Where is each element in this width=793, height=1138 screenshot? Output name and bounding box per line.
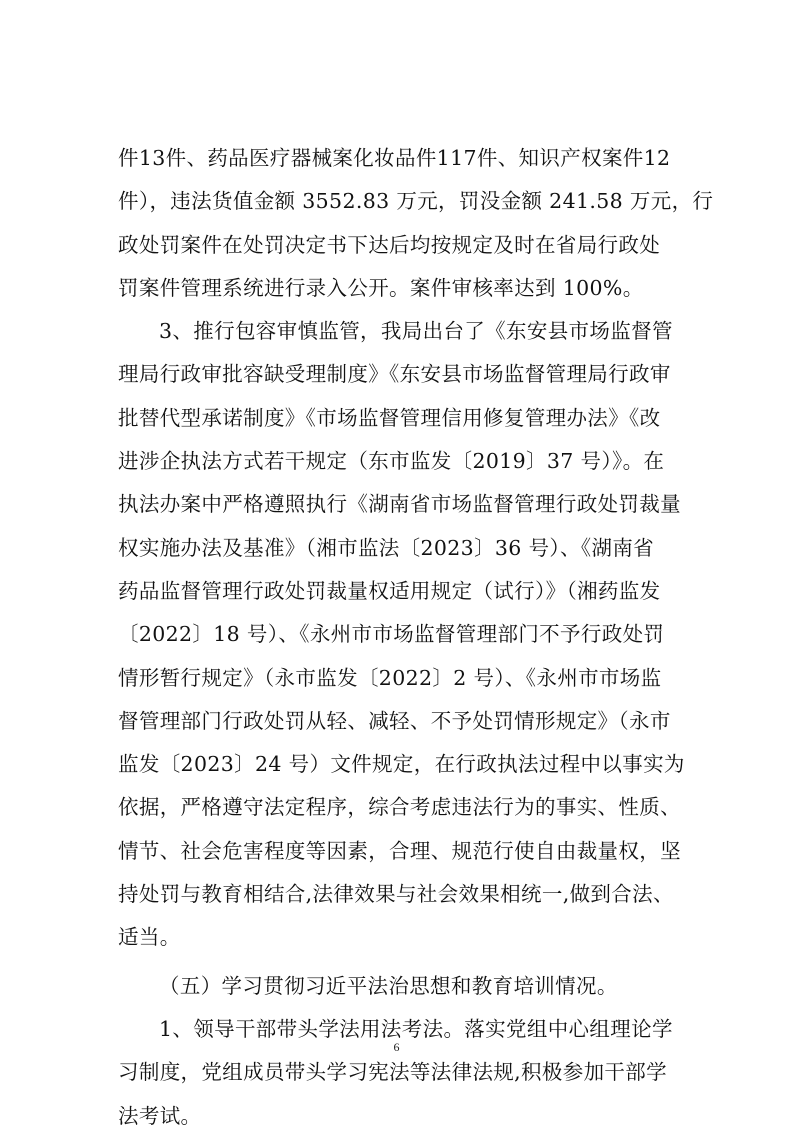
text-line: 罚案件管理系统进行录入公开。案件审核率达到 100%。 bbox=[118, 275, 644, 300]
text-line: 习制度，党组成员带头学习宪法等法律法规,积极参加干部学 bbox=[118, 1060, 667, 1085]
text-line: 进涉企执法方式若干规定（东市监发〔2019〕37 号）》。在 bbox=[118, 449, 665, 474]
body-text bbox=[118, 137, 714, 1138]
text-line: 政处罚案件在处罚决定书下达后均按规定及时在省局行政处 bbox=[118, 232, 661, 257]
text-line: 件），违法货值金额 3552.83 万元，罚没金额 241.58 万元，行 bbox=[118, 189, 714, 214]
text-line: 权实施办法及基准》（湘市监法〔2023〕36 号）、《湖南省 bbox=[118, 535, 655, 560]
text-line: 〔2022〕18 号）、《永州市市场监督管理部门不予行政处罚 bbox=[118, 622, 665, 647]
text-line: 依据，严格遵守法定程序，综合考虑违法行为的事实、性质、 bbox=[118, 795, 681, 820]
text-line: 件13件、药品医疗器械案化妆品件117件、知识产权案件12 bbox=[118, 146, 671, 170]
text-line: 持处罚与教育相结合,法律效果与社会效果相统一,做到合法、 bbox=[118, 882, 674, 907]
text-line: 监发〔2023〕24 号）文件规定，在行政执法过程中以事实为 bbox=[118, 752, 685, 777]
text-line: 理局行政审批容缺受理制度》《东安县市场监督管理局行政审 bbox=[118, 362, 671, 387]
text-line: 情形暂行规定》（永市监发〔2022〕2 号）、《永州市市场监 bbox=[118, 665, 662, 690]
text-line: 药品监督管理行政处罚裁量权适用规定（试行）》（湘药监发 bbox=[118, 578, 661, 603]
paragraph-start-line: 1、领导干部带头学法用法考法。落实党组中心组理论学 bbox=[159, 1016, 673, 1041]
section-heading: （五）学习贯彻习近平法治思想和教育培训情况。 bbox=[159, 973, 618, 998]
text-line: 批替代型承诺制度》《市场监督管理信用修复管理办法》《改 bbox=[118, 405, 661, 430]
text-line: 法考试。 bbox=[118, 1103, 202, 1128]
text-line: 督管理部门行政处罚从轻、减轻、不予处罚情形规定》（永市 bbox=[118, 708, 671, 733]
page-number: 6 bbox=[393, 1040, 400, 1054]
text-line: 情节、社会危害程度等因素，合理、规范行使自由裁量权，坚 bbox=[118, 838, 681, 863]
text-line: 适当。 bbox=[118, 925, 181, 950]
paragraph-start-line: 3、推行包容审慎监管，我局出台了《东安县市场监督管 bbox=[159, 319, 673, 344]
text-line: 执法办案中严格遵照执行《湖南省市场监督管理行政处罚裁量 bbox=[118, 492, 681, 517]
